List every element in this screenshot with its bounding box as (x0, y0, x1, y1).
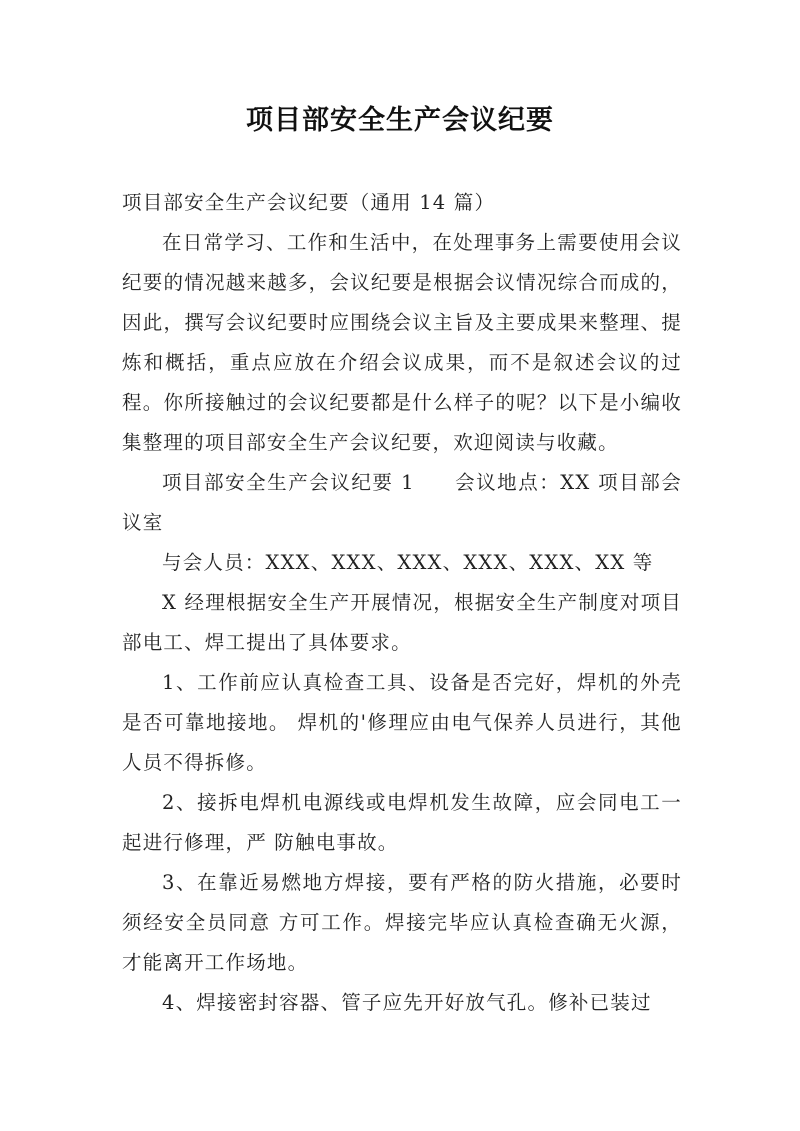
intro-paragraph: 在日常学习、工作和生活中，在处理事务上需要使用会议纪要的情况越来越多，会议纪要是根据会议情况综合而成的，因此，撰写会议纪要时应围绕会议主旨及主要成果来整理、提炼和概括，重点应放在介绍会议成果，而不是叙述会议的过程。你所接触过的会议纪要都是什么样子的呢？以下是小编收集整理的项目部安全生产会议纪要，欢迎阅读与收藏。 (122, 231, 682, 454)
document-body (122, 183, 682, 1023)
list-item: 4、焊接密封容器、管子应先开好放气孔。修补已装过 (162, 991, 652, 1014)
meeting-location: 会议地点：XX 项目部会议室 (122, 471, 682, 534)
list-item: 3、在靠近易燃地方焊接，要有严格的防火措施，必要时须经安全员同意 方可工作。焊接完毕应认真检查确无火源，才能离开工作场地。 (122, 871, 682, 974)
list-item: 2、接拆电焊机电源线或电焊机发生故障，应会同电工一起进行修理，严 防触电事故。 (122, 791, 682, 854)
attendees-paragraph: 与会人员：XXX、XXX、XXX、XXX、XXX、XX 等 (162, 551, 654, 574)
section-heading: 项目部安全生产会议纪要 1 (162, 471, 415, 494)
list-item: 1、工作前应认真检查工具、设备是否完好，焊机的外壳是否可靠地接地。 焊机的'修理应由电气保养人员进行，其他人员不得拆修。 (122, 671, 682, 774)
document-subtitle: 项目部安全生产会议纪要（通用 14 篇） (122, 191, 496, 214)
manager-note-paragraph: X 经理根据安全生产开展情况，根据安全生产制度对项目部电工、焊工提出了具体要求。 (122, 591, 682, 654)
section-paragraph (122, 463, 682, 543)
document-title: 项目部安全生产会议纪要 (246, 105, 554, 136)
